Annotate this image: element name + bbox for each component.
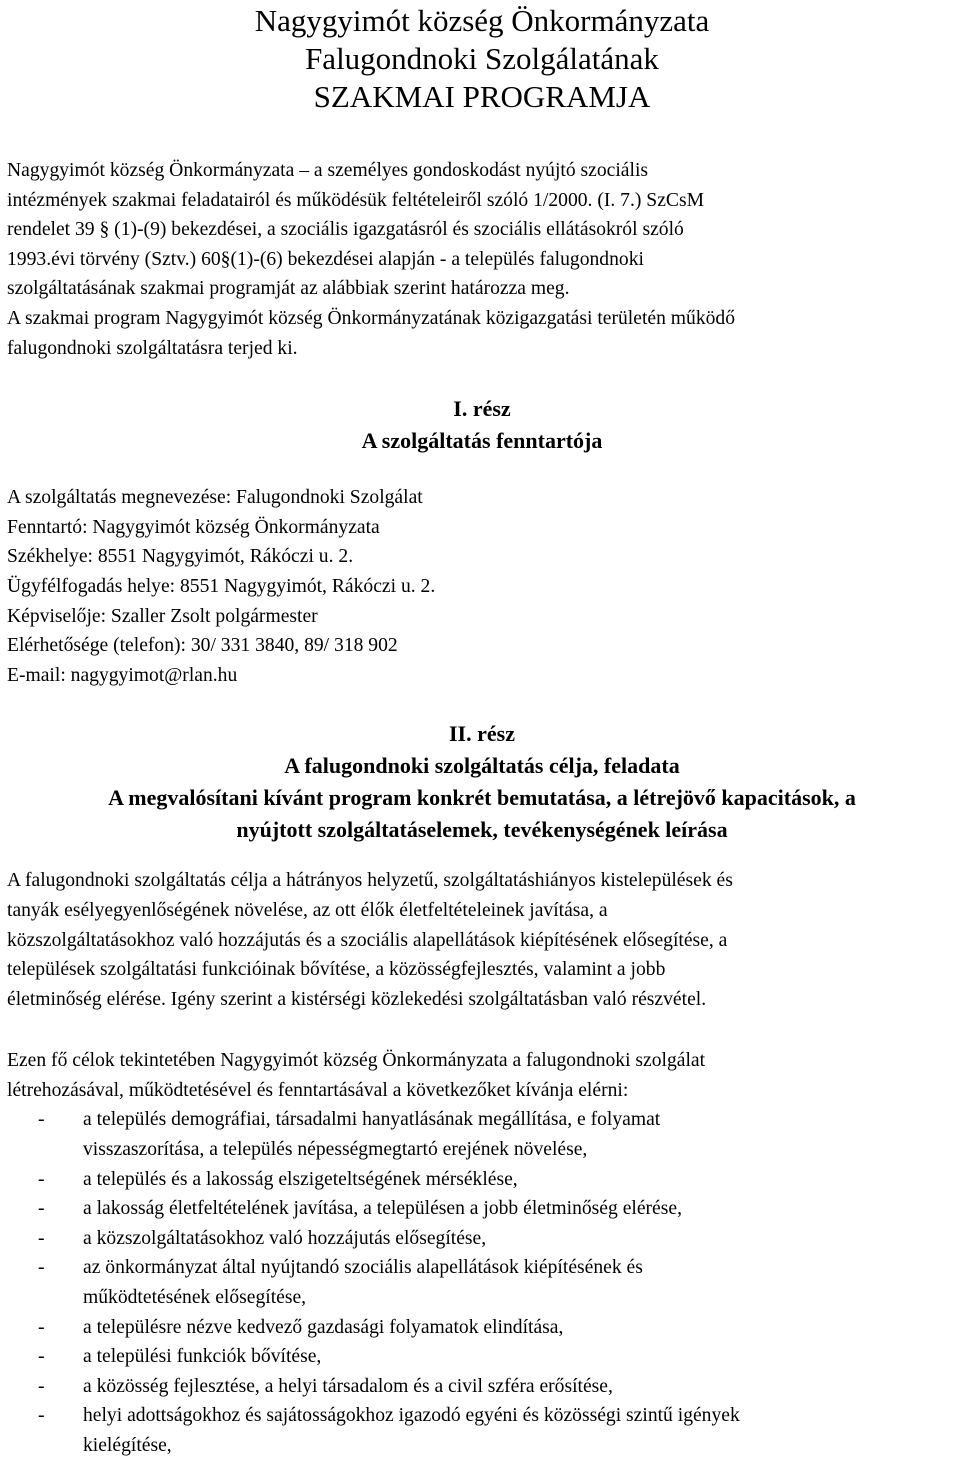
dash-bullet: - [38, 1375, 45, 1397]
list-item-text: a közszolgáltatásokhoz való hozzájutás elősegítése, [83, 1227, 487, 1249]
info-line: A szolgáltatás megnevezése: Falugondnoki Szolgálat [7, 487, 423, 509]
section-2-heading [7, 718, 957, 846]
objectives-intro [7, 1046, 957, 1105]
info-line: E-mail: nagygyimot@rlan.hu [7, 664, 238, 686]
list-item [7, 1194, 957, 1224]
text-line: közszolgáltatásokhoz való hozzájutás és a szociális alapellátások kiépítésének elősegítése, a [7, 929, 728, 951]
title-line-1: Nagygyimót község Önkormányzata [254, 3, 710, 38]
list-item [7, 1401, 957, 1460]
list-item-text: a település és a lakosság elszigeteltségének mérséklése, [83, 1168, 518, 1190]
text-line: Ezen fő célok tekintetében Nagygyimót község Önkormányzata a falugondnoki szolgálat [7, 1050, 706, 1072]
text-line: szolgáltatásának szakmai programját az alábbiak szerint határozza meg. [7, 278, 570, 300]
list-item-text: helyi adottságokhoz és sajátosságokhoz igazodó egyéni és közösségi szintű igények [83, 1405, 740, 1427]
list-item [7, 1253, 957, 1312]
list-item-text: visszaszorítása, a település népességmegtartó erejének növelése, [83, 1139, 588, 1161]
document-page [7, 0, 957, 1461]
dash-bullet: - [38, 1109, 45, 1131]
list-item [7, 1165, 957, 1195]
dash-bullet: - [38, 1346, 45, 1368]
list-item [7, 1105, 957, 1164]
dash-bullet: - [38, 1168, 45, 1190]
text-line: A falugondnoki szolgáltatás célja a hátrányos helyzetű, szolgáltatáshiányos kistelepülések és [7, 870, 733, 892]
dash-bullet: - [38, 1257, 45, 1279]
list-item-text: a lakosság életfeltételének javítása, a településen a jobb életminőség elérése, [83, 1198, 682, 1220]
text-line: falugondnoki szolgáltatásra terjed ki. [7, 337, 298, 359]
title-line-2: Falugondnoki Szolgálatának [305, 41, 659, 76]
section-number: I. rész [453, 396, 511, 422]
dash-bullet: - [38, 1405, 45, 1427]
info-line: Székhelye: 8551 Nagygyimót, Rákóczi u. 2. [7, 546, 354, 568]
info-line: Ügyfélfogadás helye: 8551 Nagygyimót, Rákóczi u. 2. [7, 575, 436, 597]
list-item-text: a közösség fejlesztése, a helyi társadalom és a civil szféra erősítése, [83, 1375, 613, 1397]
list-item [7, 1313, 957, 1343]
section-subtitle: nyújtott szolgáltatáselemek, tevékenységének leírása [236, 817, 728, 843]
list-item [7, 1372, 957, 1402]
intro-paragraph [7, 156, 957, 363]
text-line: Nagygyimót község Önkormányzata – a személyes gondoskodást nyújtó szociális [7, 160, 649, 181]
section-title: A szolgáltatás fenntartója [361, 428, 603, 454]
text-line: rendelet 39 § (1)-(9) bekezdései, a szociális igazgatásról és szociális ellátásokról szóló [7, 219, 684, 241]
list-item [7, 1224, 957, 1254]
text-line: életminőség elérése. Igény szerint a kistérségi közlekedési szolgáltatásban való részvétel. [7, 988, 707, 1010]
section-number: II. rész [449, 721, 515, 747]
text-line: létrehozásával, működtetésével és fenntartásával a következőket kívánja elérni: [7, 1079, 629, 1101]
info-line: Fenntartó: Nagygyimót község Önkormányzata [7, 516, 380, 538]
title-line-3: SZAKMAI PROGRAMJA [313, 79, 651, 114]
document-title [7, 0, 957, 116]
list-item-text: a településre nézve kedvező gazdasági folyamatok elindítása, [83, 1316, 564, 1338]
section-subtitle: A megvalósítani kívánt program konkrét bemutatása, a létrejövő kapacitások, a [108, 785, 856, 811]
text-line: intézmények szakmai feladatairól és működésük feltételeiről szóló 1/2000. (I. 7.) SzCsM [7, 189, 705, 211]
list-item-text: kielégítése, [83, 1435, 172, 1456]
list-item-text: a település demográfiai, társadalmi hanyatlásának megállítása, e folyamat [83, 1109, 661, 1131]
dash-bullet: - [38, 1316, 45, 1338]
list-item-text: működtetésének elősegítése, [83, 1287, 307, 1309]
list-item-text: a települési funkciók bővítése, [83, 1346, 322, 1368]
objectives-list [7, 1105, 957, 1460]
service-info [7, 483, 957, 690]
text-line: tanyák esélyegyenlőségének növelése, az ott élők életfeltételeinek javítása, a [7, 899, 608, 921]
text-line: 1993.évi törvény (Sztv.) 60§(1)-(6) bekezdései alapján - a település falugondnoki [7, 248, 644, 270]
dash-bullet: - [38, 1227, 45, 1249]
list-item [7, 1342, 957, 1372]
goal-paragraph [7, 866, 957, 1014]
info-line: Képviselője: Szaller Zsolt polgármester [7, 605, 318, 627]
section-1-heading [7, 393, 957, 457]
text-line: A szakmai program Nagygyimót község Önkormányzatának közigazgatási területén működő [7, 307, 736, 329]
list-item-text: az önkormányzat által nyújtandó szociális alapellátások kiépítésének és [83, 1257, 643, 1279]
text-line: települések szolgáltatási funkcióinak bővítése, a közösségfejlesztés, valamint a jobb [7, 959, 666, 981]
section-title: A falugondnoki szolgáltatás célja, feladata [284, 753, 680, 779]
dash-bullet: - [38, 1198, 45, 1220]
info-line: Elérhetősége (telefon): 30/ 331 3840, 89/ 318 902 [7, 635, 398, 657]
